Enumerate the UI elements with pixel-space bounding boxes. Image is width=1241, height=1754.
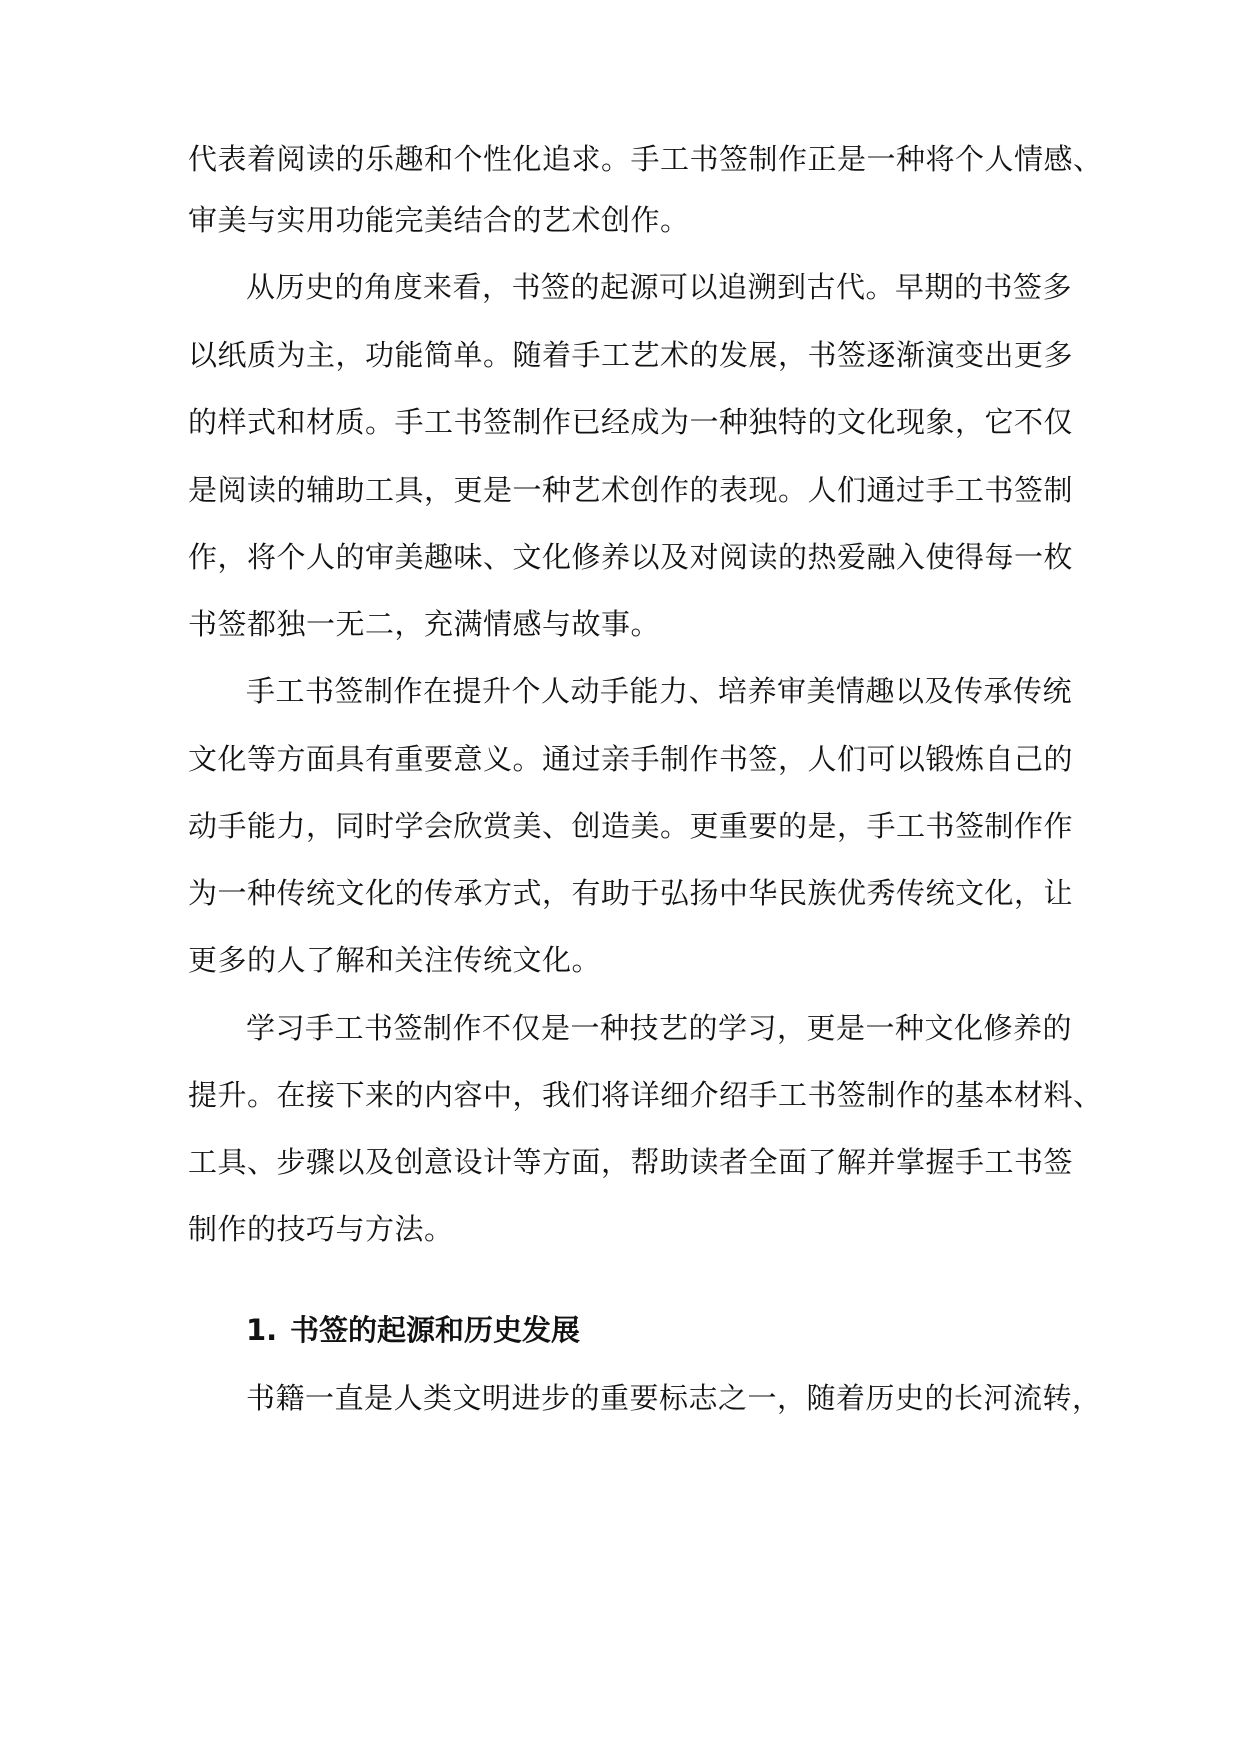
text-line: 工具、步骤以及创意设计等方面，帮助读者全面了解并掌握手工书签 bbox=[188, 1145, 1074, 1179]
text-line: 是阅读的辅助工具，更是一种艺术创作的表现。人们通过手工书签制 bbox=[188, 473, 1074, 507]
paragraph-first-line: 手工书签制作在提升个人动手能力、培养审美情趣以及传承传统 bbox=[246, 674, 1073, 708]
text-line: 文化等方面具有重要意义。通过亲手制作书签，人们可以锻炼自己的 bbox=[188, 742, 1074, 776]
section-title: 书签的起源和历史发展 bbox=[290, 1313, 581, 1347]
text-line: 代表着阅读的乐趣和个性化追求。手工书签制作正是一种将个人情感、 bbox=[188, 142, 1103, 176]
text-line: 审美与实用功能完美结合的艺术创作。 bbox=[188, 203, 690, 237]
section-number: 1. bbox=[246, 1313, 278, 1347]
paragraph-first-line: 从历史的角度来看，书签的起源可以追溯到古代。早期的书签多 bbox=[246, 270, 1073, 304]
text-line: 的样式和材质。手工书签制作已经成为一种独特的文化现象，它不仅 bbox=[188, 405, 1074, 439]
text-line: 作，将个人的审美趣味、文化修养以及对阅读的热爱融入使得每一枚 bbox=[188, 540, 1074, 574]
section-heading bbox=[246, 1310, 580, 1350]
text-line: 提升。在接下来的内容中，我们将详细介绍手工书签制作的基本材料、 bbox=[188, 1078, 1103, 1112]
text-line: 以纸质为主，功能简单。随着手工艺术的发展，书签逐渐演变出更多 bbox=[188, 338, 1074, 372]
text-line: 为一种传统文化的传承方式，有助于弘扬中华民族优秀传统文化，让 bbox=[188, 876, 1074, 910]
text-line: 制作的技巧与方法。 bbox=[188, 1212, 454, 1246]
text-line: 书签都独一无二，充满情感与故事。 bbox=[188, 607, 661, 641]
text-line: 更多的人了解和关注传统文化。 bbox=[188, 943, 602, 977]
text-line: 动手能力，同时学会欣赏美、创造美。更重要的是，手工书签制作作 bbox=[188, 809, 1074, 843]
paragraph-first-line: 学习手工书签制作不仅是一种技艺的学习，更是一种文化修养的 bbox=[246, 1011, 1073, 1045]
paragraph-first-line: 书籍一直是人类文明进步的重要标志之一，随着历史的长河流转， bbox=[246, 1381, 1102, 1415]
